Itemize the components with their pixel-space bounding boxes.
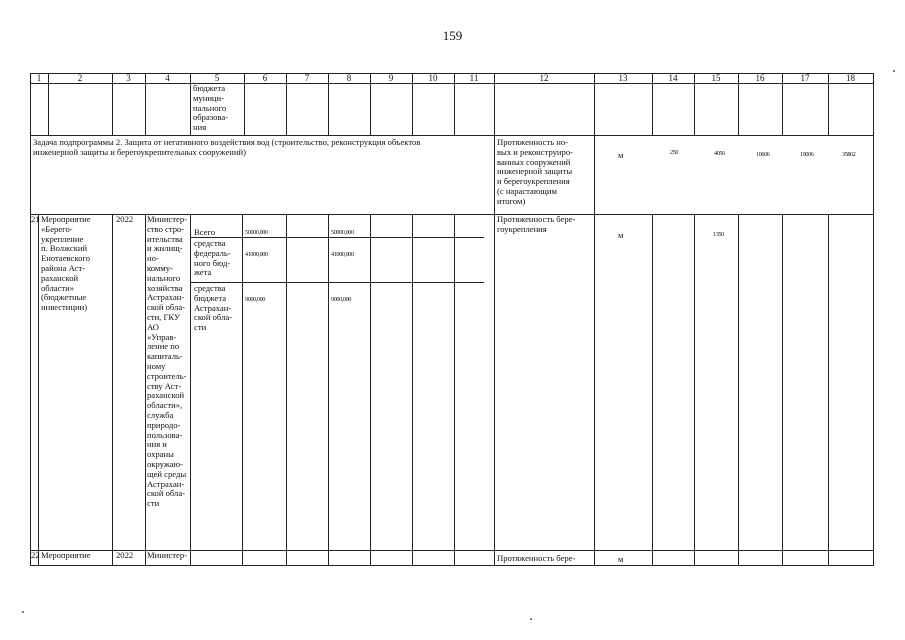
- col-header: 11: [469, 73, 479, 83]
- row21-source-total: Всего: [194, 227, 216, 237]
- scan-speck: [22, 611, 24, 613]
- task-value-2020: 10606: [756, 151, 770, 158]
- row21-total-c8: 50000,000: [331, 229, 354, 236]
- page-number: 159: [442, 28, 463, 43]
- task-value-2019: 4056: [714, 150, 725, 157]
- task-unit: м: [618, 150, 624, 160]
- col-line: [412, 214, 413, 565]
- col-line: [286, 214, 287, 565]
- row22-measure-name: Мероприятие: [41, 550, 91, 560]
- row21-indicator: Протяженность бере- гоукрепления: [497, 214, 576, 234]
- col-header: 7: [304, 73, 310, 83]
- col-line: [145, 214, 146, 565]
- col-line: [494, 135, 495, 214]
- row21-total-c6: 50000,000: [245, 229, 268, 236]
- col-line: [328, 214, 329, 565]
- col-header: 18: [846, 73, 855, 83]
- total-row-line: [190, 237, 484, 238]
- row22-year: 2022: [116, 550, 134, 560]
- task-value-2018: 250: [670, 149, 679, 156]
- col-header: 4: [165, 73, 170, 83]
- data-table: [30, 73, 874, 565]
- row22-executor: Министер-: [147, 550, 187, 560]
- row21-year: 2022: [116, 214, 134, 224]
- col-line: [370, 214, 371, 565]
- col-line: [38, 214, 39, 565]
- col-line: [190, 214, 191, 565]
- scan-speck: [893, 70, 895, 72]
- right-border: [873, 73, 874, 565]
- row21-regional-c6: 9000,000: [245, 296, 266, 303]
- row21-measure-name: Мероприятие «Берего- укрепление п. Волжский Енотаевского района Аст- раханской области» (бюджетные инвестиции): [41, 214, 91, 313]
- col-header: 2: [77, 73, 83, 83]
- col-line: [738, 214, 739, 565]
- col-line: [652, 214, 653, 565]
- col-line: [494, 214, 495, 565]
- continuation-source-text: бюджета муници- пального образова- ния: [193, 83, 229, 133]
- row22-unit: м: [618, 554, 624, 564]
- row21-value-2019: 1350: [713, 231, 724, 238]
- table-bottom-border: [30, 565, 874, 566]
- col-line: [112, 214, 113, 565]
- col-header: 5: [214, 73, 220, 83]
- col-header: 14: [668, 73, 678, 83]
- col-header: 1: [36, 73, 42, 83]
- col-header: 16: [755, 73, 765, 83]
- col-line: [594, 214, 595, 565]
- col-line: [594, 135, 595, 214]
- header-bottom-line: [30, 83, 874, 84]
- row21-source-federal: средства федераль- ного бюд- жета: [194, 238, 231, 278]
- row21-executor: Министер- ство стро- ительства и жилищ- но- комму- нального хозяйства Астрахан- ской обла- сти, ГКУ АО «Управ- ление по капиталь- ному строитель- ству Аст- раханской области», служба природо- пользова- ния и охраны окружаю- щей среды Астрахан- ской обла- сти: [147, 214, 187, 509]
- row21-federal-c6: 41000,000: [245, 251, 268, 258]
- col-line: [782, 214, 783, 565]
- col-header: 17: [800, 73, 810, 83]
- row21-source-regional: средства бюджета Астрахан- ской обла- сти: [194, 283, 233, 333]
- federal-row-line: [190, 282, 484, 283]
- col-header: 12: [539, 73, 549, 83]
- scan-speck: [530, 618, 532, 620]
- col-line: [454, 214, 455, 565]
- left-border: [30, 73, 31, 565]
- row21-federal-c8: 41000,000: [331, 251, 354, 258]
- task-value-2022: 35862: [842, 151, 856, 158]
- row22-number: 22: [31, 550, 40, 560]
- col-header: 15: [711, 73, 721, 83]
- col-header: 10: [428, 73, 438, 83]
- col-line: [242, 214, 243, 565]
- task-title: Задача подпрограммы 2. Защита от негативного воздействия вод (строительство, реконструкция объектов инженерной защиты и берегоукрепительных сооружений): [33, 137, 421, 157]
- task-value-2021: 19006: [800, 151, 814, 158]
- row21-unit: м: [618, 230, 624, 240]
- col-header: 3: [126, 73, 131, 83]
- row21-number: 21: [31, 214, 40, 224]
- col-line: [694, 214, 695, 565]
- col-header: 13: [618, 73, 628, 83]
- row22-indicator: Протяженность бере-: [497, 553, 576, 563]
- col-header: 6: [262, 73, 268, 83]
- task-indicator: Протяженность но- вых и реконструиро- ванных сооружений инженерной защиты и берегоукрепления (с нарастающим итогом): [497, 137, 573, 206]
- col-line: [828, 214, 829, 565]
- continuation-bottom-line: [30, 135, 874, 136]
- row21-regional-c8: 9000,000: [331, 296, 352, 303]
- col-header: 9: [388, 73, 394, 83]
- col-header: 8: [346, 73, 352, 83]
